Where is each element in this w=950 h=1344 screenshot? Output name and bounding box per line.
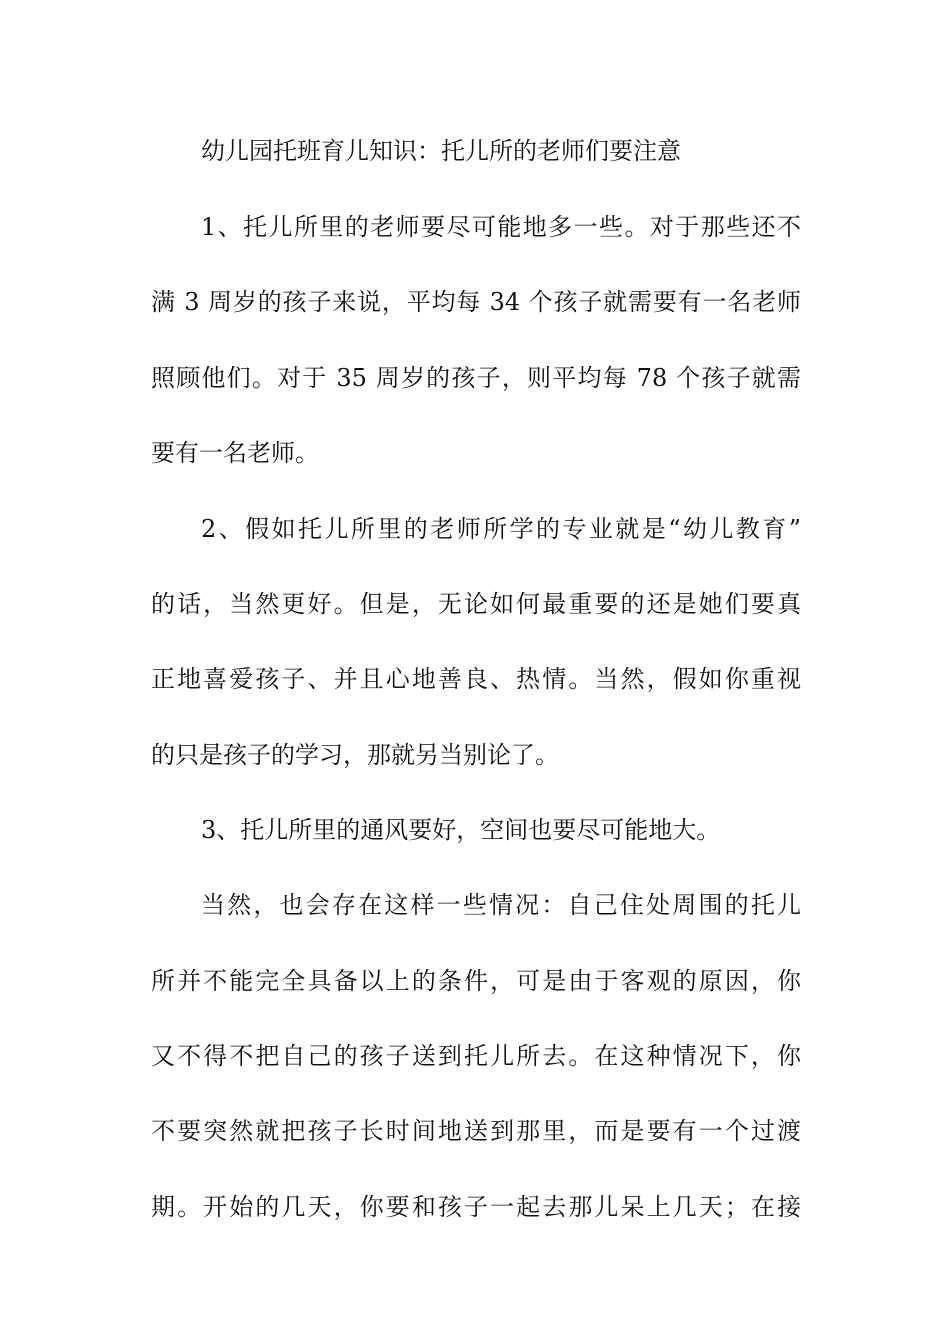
document-title: 幼儿园托班育儿知识：托儿所的老师们要注意: [201, 137, 681, 165]
paragraph-line: 2、假如托儿所里的老师所学的专业就是“幼儿教育”: [201, 515, 801, 543]
paragraph-line: 1、托儿所里的老师要尽可能地多一些。对于那些还不: [201, 213, 801, 241]
paragraph-line: 所并不能完全具备以上的条件，可是由于客观的原因，你: [151, 967, 801, 995]
paragraph-line: 期。开始的几天，你要和孩子一起去那儿呆上几天；在接: [151, 1193, 801, 1221]
paragraph-line: 的只是孩子的学习，那就另当别论了。: [151, 741, 559, 769]
paragraph-line: 照顾他们。对于 35 周岁的孩子，则平均每 78 个孩子就需: [151, 364, 801, 392]
paragraph-line: 当然，也会存在这样一些情况：自己住处周围的托儿: [201, 891, 801, 919]
paragraph-line: 正地喜爱孩子、并且心地善良、热情。当然，假如你重视: [151, 665, 801, 693]
paragraph-line: 要有一名老师。: [151, 439, 319, 467]
paragraph-line: 不要突然就把孩子长时间地送到那里，而是要有一个过渡: [151, 1117, 801, 1145]
paragraph-line: 的话，当然更好。但是，无论如何最重要的还是她们要真: [151, 590, 801, 618]
paragraph-line: 满 3 周岁的孩子来说，平均每 34 个孩子就需要有一名老师: [151, 288, 801, 316]
paragraph-line: 又不得不把自己的孩子送到托儿所去。在这种情况下，你: [151, 1042, 801, 1070]
paragraph-line: 3、托儿所里的通风要好，空间也要尽可能地大。: [201, 816, 721, 844]
